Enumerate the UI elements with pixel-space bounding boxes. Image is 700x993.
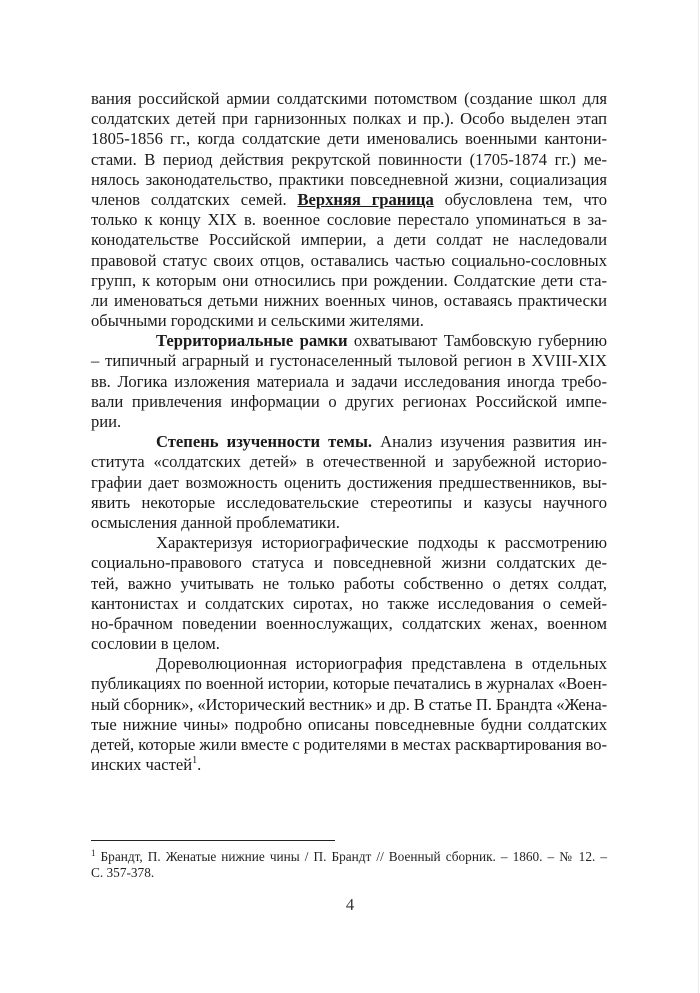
footnote-marker: 1 [91,848,96,858]
text-run: Анализ изучения развития ин- [372,432,607,452]
footnote [91,849,607,880]
text-line: публикациях по военной истории, которые печатались в журналах «Воен- [91,674,608,694]
text-line: но-брачном поведении военнослужащих, солдатских женах, военном [91,613,607,633]
text-line: тей, важно учитывать не только работы собственно о детях солдат, [91,573,607,593]
footnote-separator [91,840,335,841]
text-line: Характеризуя историографические подходы к рассмотрению [156,533,607,553]
text-line: – типичный аграрный и густонаселенный тыловой регион в XVIII-XIX [91,351,607,371]
footnote-line [91,849,607,865]
text-line: солдатских детей при гарнизонных полках и пр.). Особо выделен этап [91,109,607,129]
text-line: вали привлечения информации о других регионах Российской импе- [91,391,607,411]
text-line [91,755,607,775]
text-line: ли именоваться детьми нижних военных чинов, оставаясь практически [91,290,607,310]
text-line: кантонистах и солдатских сиротах, но также исследования о семей- [91,593,607,613]
page-edge-line [698,0,699,993]
text-line: обычными городскими и сельскими жителями. [91,311,424,331]
text-line: графии дает возможность оценить достижения предшественников, вы- [91,472,607,492]
text-line: стами. В период действия рекрутской повинности (1705-1874 гг.) ме- [91,149,607,169]
text-line: нялось законодательство, практики повседневной жизни, социализация [91,169,607,189]
text-line: явить некоторые исследовательские стереотипы и казусы научного [91,492,607,512]
research-degree-term: Степень изученности темы. [156,432,373,452]
text-line: 1805-1856 гг., когда солдатские дети именовались военными кантони- [91,129,607,149]
footnote-reference[interactable]: 1 [192,755,198,767]
text-line: Дореволюционная историография представлена в отдельных [156,654,607,674]
text-run: обусловлена тем, что [433,189,607,209]
territorial-scope-term: Территориальные рамки [156,331,348,351]
text-line: рии. [91,412,122,431]
paragraph-territorial-first-line [91,331,607,351]
text-line: социально-правового статуса и повседневной жизни солдатских де- [91,553,607,573]
text-line: конодательстве Российской империи, а дети солдат не наследовали [91,230,607,250]
text-run: инских частей [91,755,193,775]
text-line: сословии в целом. [91,634,220,654]
text-line: вв. Логика изложения материала и задачи исследования иногда требо- [91,371,607,391]
text-run: членов солдатских семей. [91,189,298,209]
text-line: только к концу XIX в. военное сословие перестало упоминаться в за- [91,210,607,230]
text-line: групп, к которым они относились при рождении. Солдатские дети ста- [91,270,607,290]
footnote-text: Брандт, П. Женатые нижние чины / П. Брандт // Военный сборник. – 1860. – № 12. – [95,849,607,864]
page-number: 4 [345,895,355,914]
text-run: . [197,755,202,775]
text-line: правовой статус своих отцов, оставались частью социально-сословных [91,250,607,270]
paragraph-historiography-first-line [91,432,607,452]
text-line: ный сборник», «Исторический вестник» и др. В статье П. Брандта «Жена- [91,694,607,714]
footnote-line: С. 357-378. [91,864,155,880]
text-line [91,190,607,210]
text-line: детей, которые жили вместе с родителями в местах расквартирования во- [91,735,607,754]
text-line: вания российской армии солдатскими потомством (создание школ для [91,89,607,108]
text-run: охватывают Тамбовскую губернию [347,331,607,351]
text-line: тые нижние чины» подробно описаны повседневные будни солдатских [91,714,607,734]
upper-boundary-term: Верхняя граница [297,189,434,209]
body-text [91,89,607,775]
text-line: осмысления данной проблематики. [91,512,340,532]
text-line: ститута «солдатских детей» в отечественной и зарубежной историо- [91,452,607,472]
